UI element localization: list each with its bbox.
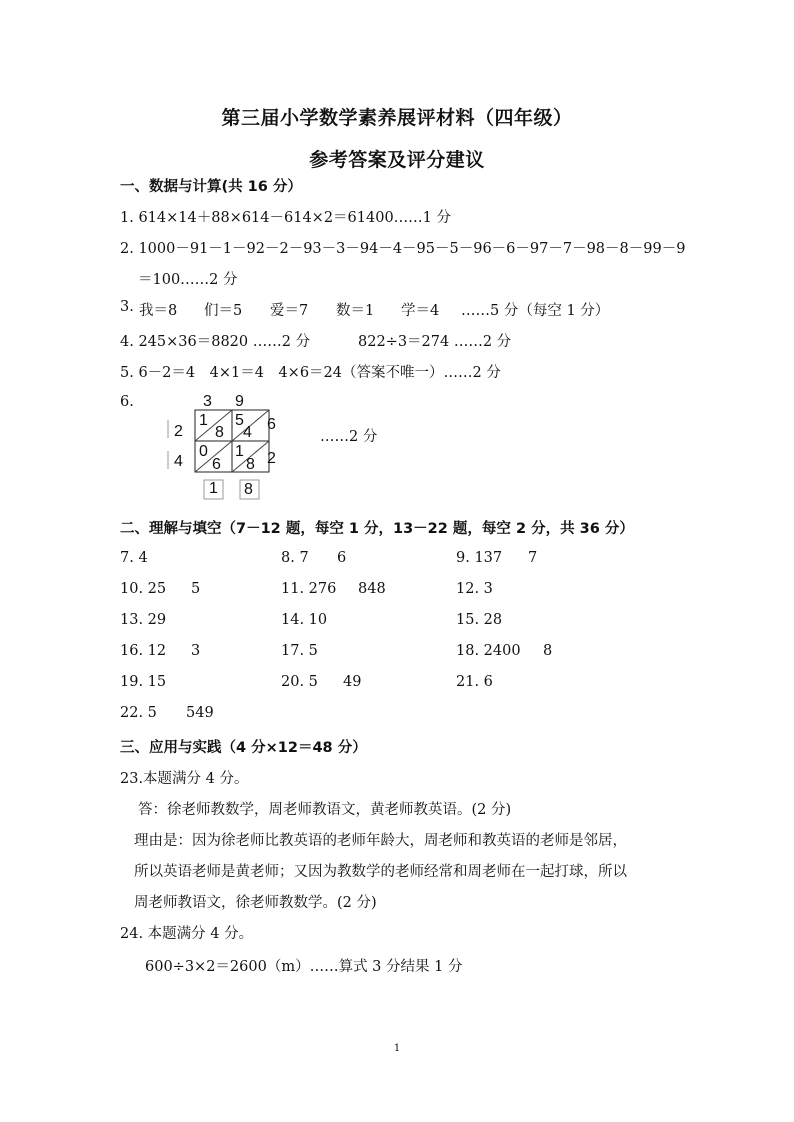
answer-ai: 爱＝7 <box>270 303 309 319</box>
lattice-top-digit-2: 9 <box>235 393 244 410</box>
question-1: 1. 614×14＋88×614－614×2＝61400……1 分 <box>120 210 452 226</box>
lattice-bottom-digit-2: 8 <box>244 481 253 498</box>
question-24-answer: 600÷3×2＝2600（m）……算式 3 分结果 1 分 <box>145 959 463 975</box>
lattice-left-digit-1: 2 <box>174 423 183 440</box>
answer-10-second: 5 <box>191 581 201 597</box>
answer-16-second: 3 <box>191 643 201 659</box>
lattice-right-digit-2: 2 <box>267 450 276 467</box>
lattice-top-digit-1: 3 <box>203 393 212 410</box>
answer-19: 19. 15 <box>120 674 167 690</box>
lattice-cell-1-tens: 1 <box>199 412 208 429</box>
answer-men: 们＝5 <box>204 303 243 319</box>
question-23-title: 23.本题满分 4 分。 <box>120 771 249 787</box>
lattice-bottom-digit-1: 1 <box>209 480 218 497</box>
answer-21: 21. 6 <box>456 674 493 690</box>
answer-22-second: 549 <box>186 705 214 721</box>
question-6-number: 6. <box>120 394 134 410</box>
answer-22: 22. 5 <box>120 705 157 721</box>
answer-10: 10. 25 <box>120 581 167 597</box>
answer-13: 13. 29 <box>120 612 167 628</box>
answer-xue: 学＝4 <box>401 303 440 319</box>
question-2-line2: ＝100……2 分 <box>138 272 238 288</box>
lattice-cell-1-ones: 8 <box>215 424 224 441</box>
page-number: 1 <box>393 1043 401 1054</box>
lattice-cell-4-ones: 8 <box>246 456 255 473</box>
question-23-reason-line2: 所以英语老师是黄老师；又因为教数学的老师经常和周老师在一起打球，所以 <box>134 864 627 880</box>
question-23-reason-line3: 周老师教语文，徐老师教数学。(2 分) <box>134 895 377 911</box>
lattice-right-digit-1: 6 <box>267 416 276 433</box>
lattice-cell-3-tens: 0 <box>199 443 208 460</box>
answer-8: 8. 7 <box>281 550 309 566</box>
answer-wo: 我＝8 <box>139 303 178 319</box>
question-23-reason-line1: 理由是：因为徐老师比教英语的老师年龄大，周老师和教英语的老师是邻居， <box>134 833 627 849</box>
section1-heading: 一、数据与计算(共 16 分） <box>120 179 302 195</box>
section3-heading: 三、应用与实践（4 分×12＝48 分） <box>120 740 367 756</box>
lattice-cell-3-ones: 6 <box>212 456 221 473</box>
question-3-score: ……5 分（每空 1 分） <box>461 303 610 319</box>
answer-9: 9. 137 <box>456 550 503 566</box>
answer-15: 15. 28 <box>456 612 503 628</box>
answer-11-second: 848 <box>358 581 386 597</box>
page-subtitle: 参考答案及评分建议 <box>309 149 485 171</box>
question-5: 5. 6－2＝4 4×1＝4 4×6＝24（答案不唯一）……2 分 <box>120 365 501 381</box>
answer-17: 17. 5 <box>281 643 318 659</box>
answer-7: 7. 4 <box>120 550 148 566</box>
lattice-left-digit-2: 4 <box>174 453 183 470</box>
answer-11: 11. 276 <box>281 581 337 597</box>
answer-12: 12. 3 <box>456 581 493 597</box>
lattice-cell-2-tens: 5 <box>235 412 244 429</box>
lattice-cell-2-ones: 4 <box>243 424 252 441</box>
answer-16: 16. 12 <box>120 643 167 659</box>
lattice-cell-4-tens: 1 <box>235 443 244 460</box>
page-title: 第三届小学数学素养展评材料（四年级） <box>221 107 573 129</box>
answer-8-second: 6 <box>337 550 347 566</box>
question-3-number: 3. <box>120 299 134 315</box>
answer-shu: 数＝1 <box>336 303 375 319</box>
question-23-answer: 答：徐老师教数学，周老师教语文，黄老师教英语。(2 分) <box>138 802 512 818</box>
answer-18-second: 8 <box>543 643 553 659</box>
answer-9-second: 7 <box>528 550 538 566</box>
question-2-line1: 2. 1000－91－1－92－2－93－3－94－4－95－5－96－6－97－7－98－8－99－9 <box>120 241 686 257</box>
answer-20-second: 49 <box>343 674 362 690</box>
question-4b: 822÷3＝274 ……2 分 <box>358 334 512 350</box>
answer-18: 18. 2400 <box>456 643 521 659</box>
lattice-multiplication-grid <box>160 392 290 502</box>
answer-20: 20. 5 <box>281 674 318 690</box>
question-24-title: 24. 本题满分 4 分。 <box>120 926 254 942</box>
section2-heading: 二、理解与填空（7－12 题，每空 1 分，13－22 题，每空 2 分，共 36 分） <box>120 521 634 537</box>
answer-14: 14. 10 <box>281 612 328 628</box>
question-4a: 4. 245×36＝8820 ……2 分 <box>120 334 311 350</box>
question-6-score: ……2 分 <box>320 429 378 445</box>
